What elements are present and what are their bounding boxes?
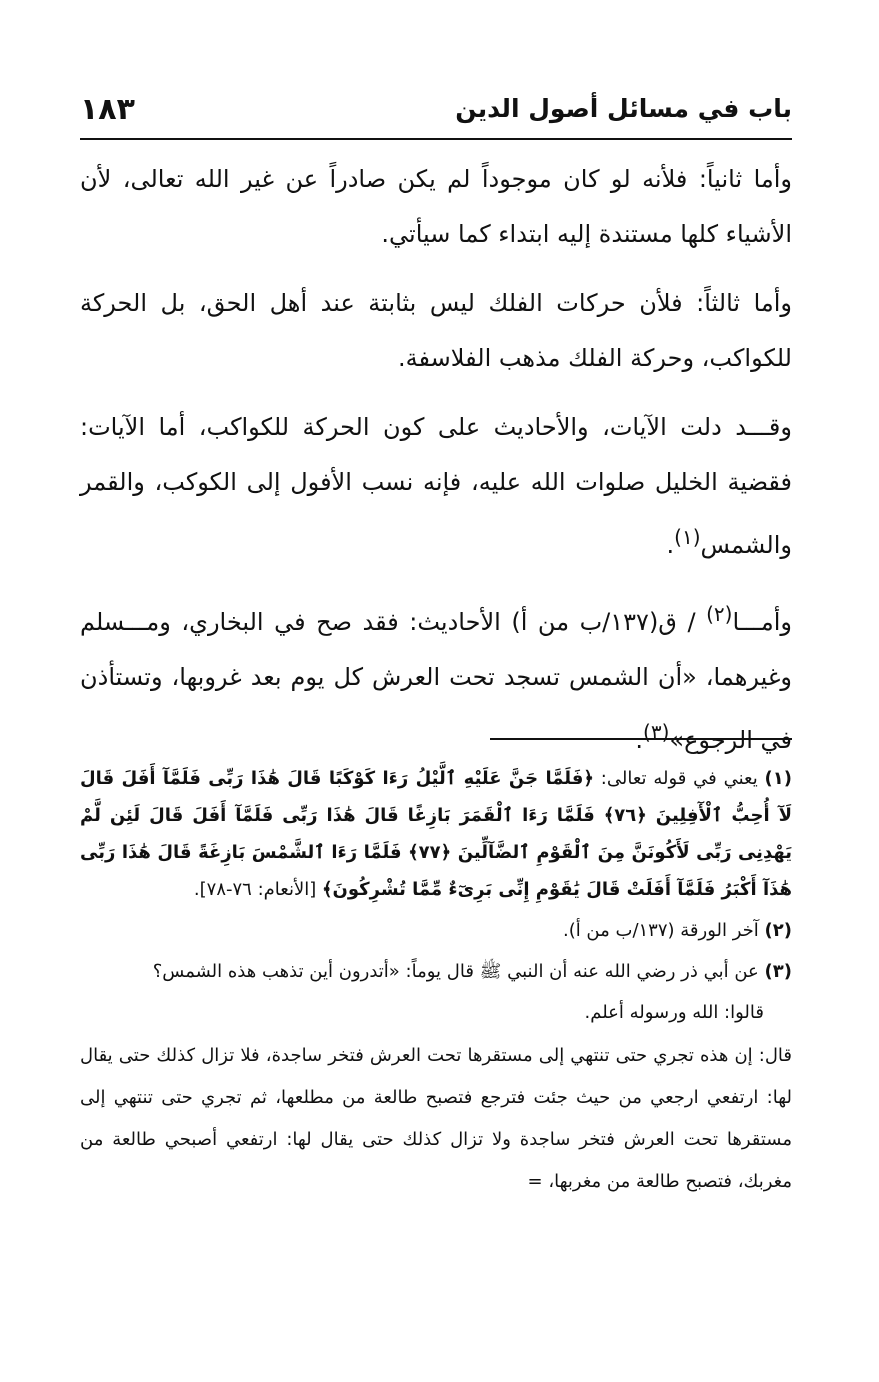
paragraph-4: وأمـــا$^{(٢)}$ / ق(١٣٧/ب من أ) الأحاديث: فقد صح في البخاري، ومـــسلم وغيرهما، «أن الشمس تسجد تحت العرش كل يوم بعد غروبها، وتستأذن في الرجوع»$^{(٣)}$. [80,602,792,754]
footnote-ref-2: (٢) [706,602,733,626]
page-header [80,92,792,136]
footnote-3-marker: (٣) [764,961,792,982]
footnote-1: (١) يعني في قوله تعالى: ﴿فَلَمَّا جَنَّ عَلَيْهِ ٱلَّيْلُ رَءَا كَوْكَبًا قَالَ هَٰذَا رَبِّى فَلَمَّآ أَفَلَ قَالَ لَآ أُحِبُّ ٱلْأٓفِلِينَ ﴿٧٦﴾ فَلَمَّا رَءَا ٱلْقَمَرَ بَازِغًا قَالَ هَٰذَا رَبِّى فَلَمَّآ أَفَلَ قَالَ لَئِن لَّمْ يَهْدِنِى رَبِّى لَأَكُونَنَّ مِنَ ٱلْقَوْمِ ٱلضَّآلِّينَ ﴿٧٧﴾ فَلَمَّا رَءَا ٱلشَّمْسَ بَازِغَةً قَالَ هَٰذَا رَبِّى هَٰذَآ أَكْبَرُ فَلَمَّآ أَفَلَتْ قَالَ يَٰقَوْمِ إِنِّى بَرِىٓءٌ مِّمَّا تُشْرِكُونَ﴾ [الأنعام: ٧٦-٧٨]. [80,768,792,900]
header-rule [80,138,792,140]
page-number: ١٨٣ [80,92,135,127]
footnote-2: (٢) آخر الورقة (١٣٧/ب من أ). [562,920,792,941]
footnote-3-line-2: قالوا: الله ورسوله أعلم. [584,1002,764,1023]
footnote-1-marker: (١) [764,768,792,789]
footnote-ref-1: (١) [674,525,701,549]
quran-reference: [الأنعام: ٧٦-٧٨]. [193,879,322,900]
paragraph-3: وقـــد دلت الآيات، والأحاديث على كون الحركة للكواكب، أما الآيات: فقضية الخليل صلوات الله عليه، فإنه نسب الأفول إلى الكوكب، والقمر والشمس$^{(١)}$. [80,413,792,559]
footnote-ref-3: (٣) [643,720,670,744]
main-text [80,152,792,782]
paragraph-2: وأما ثالثاً: فلأن حركات الفلك ليس بثابتة عند أهل الحق، بل الحركة للكواكب، وحركة الفلك مذهب الفلاسفة. [80,289,792,372]
footnote-3: (٣) عن أبي ذر رضي الله عنه أن النبي ﷺ قال يوماً: «أتدرون أين تذهب هذه الشمس؟ [152,961,792,982]
quran-quote: ﴿فَلَمَّا جَنَّ عَلَيْهِ ٱلَّيْلُ رَءَا كَوْكَبًا قَالَ هَٰذَا رَبِّى فَلَمَّآ أَفَلَ قَالَ لَآ أُحِبُّ ٱلْأٓفِلِينَ ﴿٧٦﴾ فَلَمَّا رَءَا ٱلْقَمَرَ بَازِغًا قَالَ هَٰذَا رَبِّى فَلَمَّآ أَفَلَ قَالَ لَئِن لَّمْ يَهْدِنِى رَبِّى لَأَكُونَنَّ مِنَ ٱلْقَوْمِ ٱلضَّآلِّينَ ﴿٧٧﴾ فَلَمَّا رَءَا ٱلشَّمْسَ بَازِغَةً قَالَ هَٰذَا رَبِّى هَٰذَآ أَكْبَرُ فَلَمَّآ أَفَلَتْ قَالَ يَٰقَوْمِ إِنِّى بَرِىٓءٌ مِّمَّا تُشْرِكُونَ﴾ [80,768,792,900]
footnote-3-continuation: قال: إن هذه تجري حتى تنتهي إلى مستقرها تحت العرش فتخر ساجدة، فلا تزال كذلك حتى يقال لها: ارتفعي ارجعي من حيث جئت فترجع فتصبح طالعة من مطلعها، ثم تجري حتى تنتهي إلى مستقرها تحت العرش فتخر ساجدة ولا تزال كذلك حتى يقال لها: ارتفعي أصبحي طالعة من مغربك، فتصبح طالعة من مغربها، = [80,1045,792,1192]
footnotes [80,760,792,1203]
footnote-2-marker: (٢) [764,920,792,941]
running-title: باب في مسائل أصول الدين [455,94,792,123]
footnote-separator [490,738,792,740]
paragraph-1: وأما ثانياً: فلأنه لو كان موجوداً لم يكن صادراً عن غير الله تعالى، لأن الأشياء كلها مستندة إليه ابتداء كما سيأتي. [80,165,792,248]
